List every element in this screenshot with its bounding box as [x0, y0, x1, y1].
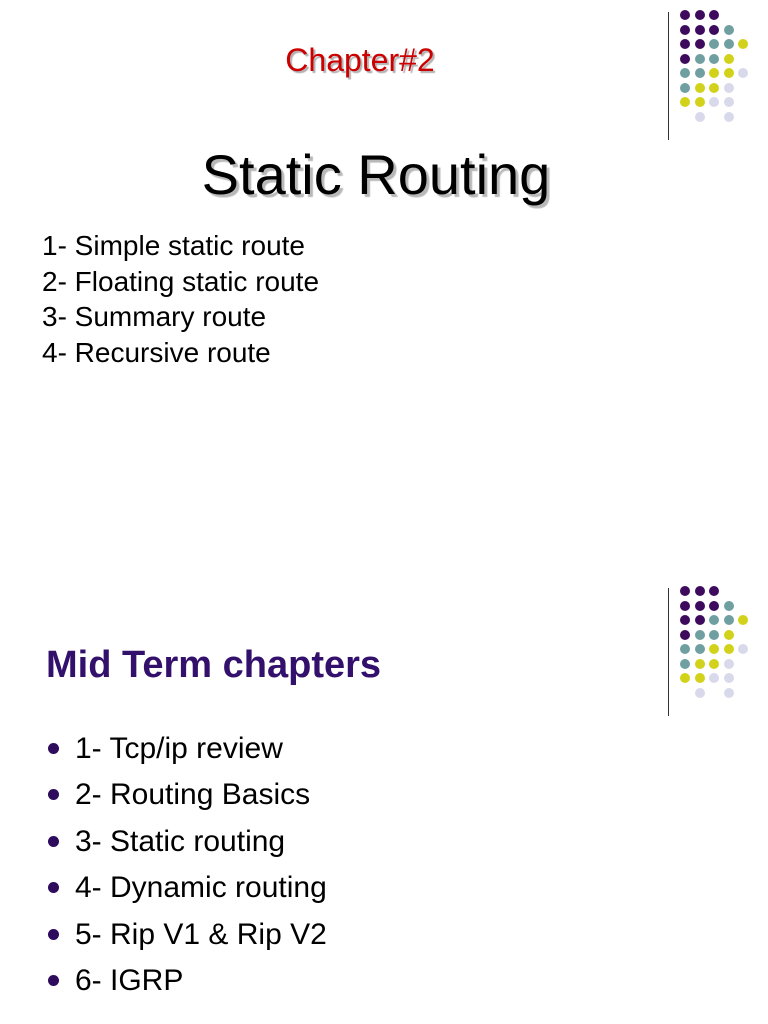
decorative-dot	[709, 673, 719, 683]
bullet-icon	[48, 743, 59, 754]
list-item-label: 1- Tcp/ip review	[75, 732, 283, 765]
decorative-dot	[724, 615, 734, 625]
decorative-dot	[695, 601, 705, 611]
list-item-label: 5- Rip V1 & Rip V2	[75, 917, 327, 951]
decorative-dot	[724, 673, 734, 683]
list-item: 1- Simple static route	[42, 230, 305, 261]
list-item	[46, 865, 327, 911]
decorative-dot	[724, 112, 734, 122]
decorative-dot	[709, 615, 719, 625]
decorative-dot	[680, 25, 690, 35]
decorative-dot	[738, 615, 748, 625]
list-item	[46, 819, 327, 865]
decorative-dot	[709, 25, 719, 35]
list-item-label: 6- IGRP	[75, 964, 184, 998]
decorative-dot-grid	[680, 586, 760, 706]
decorative-dot	[724, 54, 734, 64]
decorative-dot	[724, 83, 734, 93]
decorative-dot	[695, 586, 705, 596]
decorative-dot	[709, 644, 719, 654]
decorative-dot	[680, 673, 690, 683]
decorative-dot	[709, 586, 719, 596]
decorative-dot	[695, 83, 705, 93]
decorative-dot	[695, 630, 705, 640]
bullet-icon	[48, 836, 59, 847]
decorative-dot	[695, 644, 705, 654]
bullet-icon	[48, 882, 59, 893]
decorative-dot	[680, 97, 690, 107]
decorative-dot	[695, 659, 705, 669]
list-item	[46, 772, 327, 818]
decorative-dot	[695, 10, 705, 20]
decorative-dot	[695, 97, 705, 107]
decorative-dot	[709, 601, 719, 611]
list-item: 3- Summary route	[42, 301, 267, 332]
decorative-dot	[695, 688, 705, 698]
list-item: 4- Recursive route	[42, 336, 271, 368]
decorative-dot	[709, 83, 719, 93]
decorative-dot	[695, 673, 705, 683]
bullet-icon	[48, 789, 59, 800]
decorative-dot	[680, 10, 690, 20]
decorative-dot	[738, 39, 748, 49]
slide-title: Static Routing	[201, 143, 551, 206]
decorative-dot	[680, 630, 690, 640]
decorative-divider-line	[668, 588, 669, 716]
decorative-dot	[724, 97, 734, 107]
decorative-dot	[709, 10, 719, 20]
decorative-dot	[724, 601, 734, 611]
decorative-dot	[695, 615, 705, 625]
list-item	[46, 958, 327, 1004]
decorative-dot	[695, 25, 705, 35]
slide-title: Mid Term chapters	[46, 644, 382, 686]
route-type-list	[42, 228, 319, 370]
decorative-dot	[738, 68, 748, 78]
decorative-dot	[724, 39, 734, 49]
decorative-dot	[724, 68, 734, 78]
decorative-dot	[709, 630, 719, 640]
decorative-dot	[724, 659, 734, 669]
slide-mid-term-chapters	[0, 576, 768, 1024]
decorative-dot	[724, 688, 734, 698]
decorative-dot	[709, 97, 719, 107]
list-item: 2- Floating static route	[42, 265, 320, 297]
chapter-label: Chapter#2	[285, 42, 435, 78]
decorative-dot	[680, 615, 690, 625]
list-item-label: 3- Static routing	[75, 824, 286, 858]
bullet-icon	[48, 975, 59, 986]
decorative-dot	[680, 586, 690, 596]
bullet-icon	[48, 929, 59, 940]
decorative-dot	[680, 601, 690, 611]
decorative-dot	[738, 644, 748, 654]
decorative-dot	[680, 644, 690, 654]
list-item-label: 4- Dynamic routing	[75, 871, 327, 905]
decorative-dot	[724, 644, 734, 654]
list-item	[46, 726, 327, 772]
decorative-dot	[680, 659, 690, 669]
decorative-dot	[680, 83, 690, 93]
decorative-dot	[724, 25, 734, 35]
decorative-dot	[709, 659, 719, 669]
list-item-label: 2- Routing Basics	[75, 778, 311, 812]
list-item	[46, 912, 327, 958]
decorative-dot	[695, 112, 705, 122]
chapter-list	[46, 726, 327, 1004]
decorative-dot	[724, 630, 734, 640]
